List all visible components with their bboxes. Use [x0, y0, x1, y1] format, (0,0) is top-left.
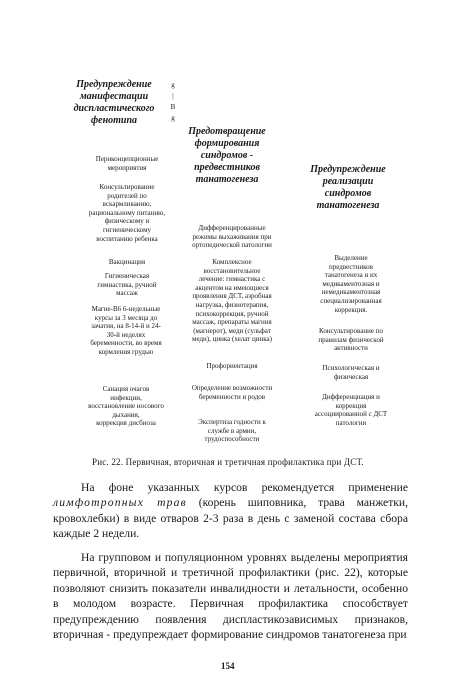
paragraph-1-lead: На фоне указанных курсов рекомендуется применение	[81, 481, 408, 494]
page-number: 154	[221, 661, 235, 671]
paragraph-1-tail: (корень шиповника, трава манжетки, кровохлебки) в виде отваров 2-3 раза в день с заменой состава сбора каждые 2 недели.	[53, 496, 409, 541]
col1-item-1: Периконцепционные мероприятия	[95, 155, 159, 172]
col1-item-5: Магне-B6 6-недельные курсы за 3 месяца до зачатия, на 8-14-й и 24- 30-й неделях беременности, во время кормления грудью	[90, 305, 162, 356]
col3-item-1: Выделение предвестников танатогенеза и их медикаментозная и немедикаментозная специализированная коррекция.	[320, 254, 382, 314]
paragraph-1-italic-term: лимфотропных трав	[53, 496, 187, 510]
col2-item-5: Экспертиза годности к службе в армии, трудоспособности	[198, 418, 266, 444]
col3-item-2: Консультирование по правилам физической активности	[318, 327, 384, 353]
header-tertiary-prevention: Предупреждение реализации синдромов танатогенеза	[310, 164, 386, 211]
col3-item-4: Дифференциация и коррекция ассоциированной с ДСТ патологии	[314, 393, 388, 427]
stray-characters: g | В g	[170, 81, 176, 122]
col2-item-1: Дифференцированные режимы выхаживания при ортопедической патологии	[192, 224, 272, 250]
col2-item-4: Определение возможности беременности и родов	[191, 384, 273, 401]
col2-item-2: Комплексное восстановительное лечение: гимнастика с акцентом на имеющиеся проявления ДСТ, аэробная нагрузка, физиотерапия, психокоррекция, ручной массаж, препараты магния (магнерот), меди (сульфат меди), цинка (хелат цинка)	[192, 258, 272, 344]
header-primary-prevention: Предупреждение манифестации диспластического фенотипа	[73, 79, 155, 126]
col1-item-4: Гигиеническая гимнастика, ручной массаж	[97, 272, 157, 298]
col1-item-3: Вакцинация	[108, 258, 146, 266]
paragraph-1	[53, 480, 408, 542]
header-secondary-prevention: Предотвращение формирования синдромов - предвестников танатогенеза	[188, 126, 266, 185]
col1-item-2: Консультирование родителей по вскармливанию, рациональному питанию, физическому и гигиеническому воспитанию ребенка	[88, 183, 166, 243]
col2-item-3: Профориентация	[206, 362, 258, 370]
paragraph-2: На групповом и популяционном уровнях выделены мероприятия первичной, вторичной и третичной профилактики (рис. 22), которые позволяют снизить показатели инвалидности и летальности, особенно в молодом возрасте. Первичная профилактика способствует предупреждению появления диспластикозависимых признаков, вторичная - предупреждает формирование синдромов танатогенеза при	[53, 551, 408, 642]
col1-item-6: Санация очагов инфекции, восстановление носового дыхания, коррекция дисбиоза	[88, 385, 164, 428]
figure-caption: Рис. 22. Первичная, вторичная и третичная профилактика при ДСТ.	[92, 457, 364, 467]
col3-item-3: Психологическая и физическая	[322, 364, 380, 381]
